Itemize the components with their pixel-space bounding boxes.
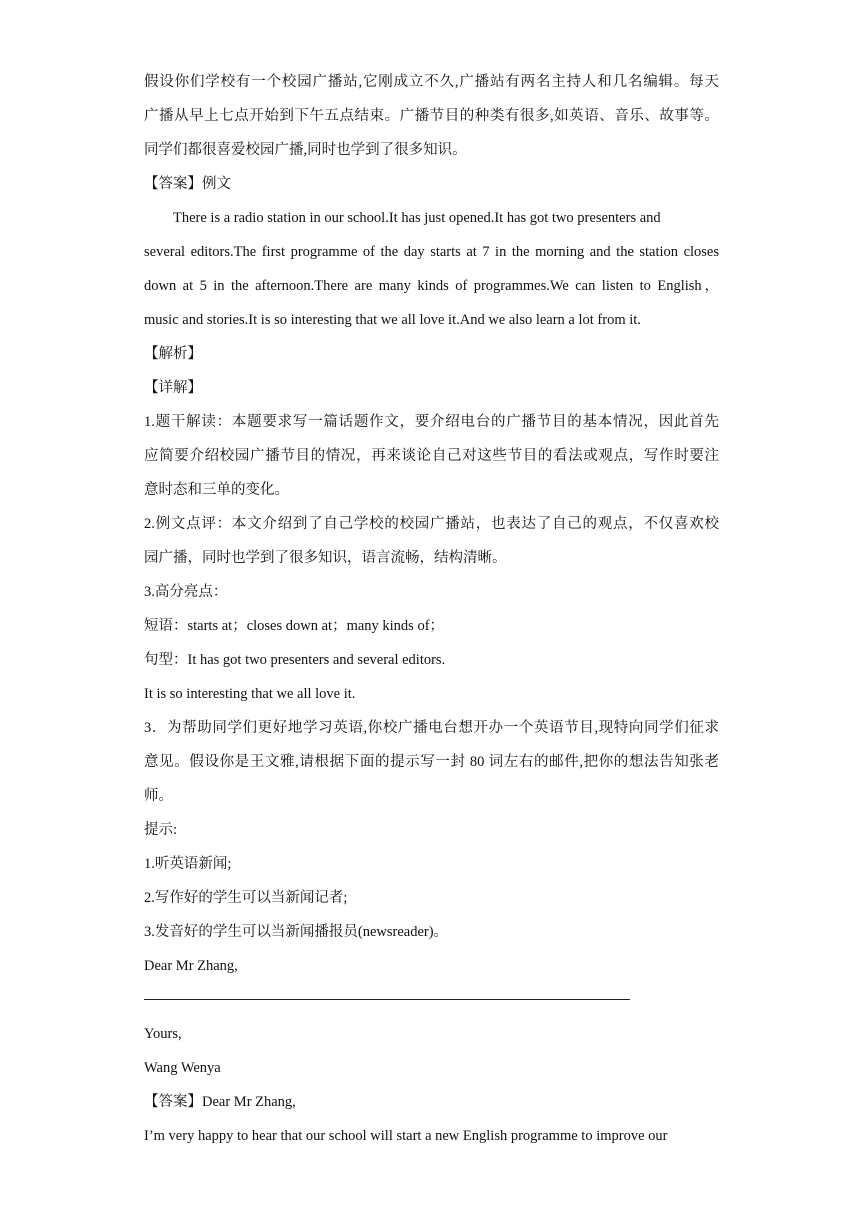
- detail-line: 意时态和三单的变化。: [144, 482, 289, 498]
- question3-line: 师。: [144, 788, 173, 804]
- question3-line: 3．为帮助同学们更好地学习英语,你校广播电台想开办一个英语节目,现特向同学们征求: [144, 720, 719, 736]
- intro-line: 同学们都很喜爱校园广播,同时也学到了很多知识。: [144, 142, 467, 158]
- detail-line: 1.题干解读：本题要求写一篇话题作文，要介绍电台的广播节目的基本情况，因此首先: [144, 414, 719, 430]
- document-body: [144, 65, 719, 1153]
- answer-line: I’m very happy to hear that our school will start a new English programme to improve our: [144, 1128, 668, 1144]
- essay-line: music and stories.It is so interesting that we all love it.And we also learn a lot from it.: [144, 312, 641, 328]
- hint-label: 提示:: [144, 822, 178, 838]
- detail-label: 【详解】: [144, 380, 202, 396]
- hint-item: 2.写作好的学生可以当新闻记者;: [144, 890, 348, 906]
- detail-line: 园广播，同时也学到了很多知识，语言流畅，结构清晰。: [144, 550, 507, 566]
- intro-line: 广播从早上七点开始到下午五点结束。广播节目的种类有很多,如英语、音乐、故事等。: [144, 108, 719, 124]
- hint-item: 1.听英语新闻;: [144, 856, 232, 872]
- answer-label: 【答案】例文: [144, 176, 231, 192]
- letter-closing: Yours,: [144, 1026, 182, 1042]
- analysis-label: 【解析】: [144, 346, 202, 362]
- answer-label: 【答案】Dear Mr Zhang,: [144, 1094, 296, 1110]
- letter-greeting: Dear Mr Zhang,: [144, 958, 238, 974]
- question3-line: 意见。假设你是王文雅,请根据下面的提示写一封 80 词左右的邮件,把你的想法告知张老: [144, 754, 719, 770]
- detail-line: 2.例文点评：本文介绍到了自己学校的校园广播站，也表达了自己的观点，不仅喜欢校: [144, 516, 719, 532]
- detail-line: 3.高分亮点：: [144, 584, 228, 600]
- writing-blank-line: [144, 983, 719, 1017]
- detail-line: 句型：It has got two presenters and several editors.: [144, 652, 446, 668]
- intro-line: 假设你们学校有一个校园广播站,它刚成立不久,广播站有两名主持人和几名编辑。每天: [144, 74, 719, 90]
- detail-line: It is so interesting that we all love it.: [144, 686, 356, 702]
- essay-line: several editors.The first programme of the day starts at 7 in the morning and the station closes: [144, 244, 719, 260]
- letter-signature: Wang Wenya: [144, 1060, 221, 1076]
- essay-line: down at 5 in the afternoon.There are many kinds of programmes.We can listen to English，: [144, 278, 719, 294]
- detail-line: 短语：starts at；closes down at；many kinds of；: [144, 618, 445, 634]
- essay-line: There is a radio station in our school.It has just opened.It has got two presenters and: [173, 210, 661, 226]
- detail-line: 应简要介绍校园广播节目的情况，再来谈论自己对这些节目的看法或观点，写作时要注: [144, 448, 719, 464]
- hint-item: 3.发音好的学生可以当新闻播报员(newsreader)。: [144, 924, 449, 940]
